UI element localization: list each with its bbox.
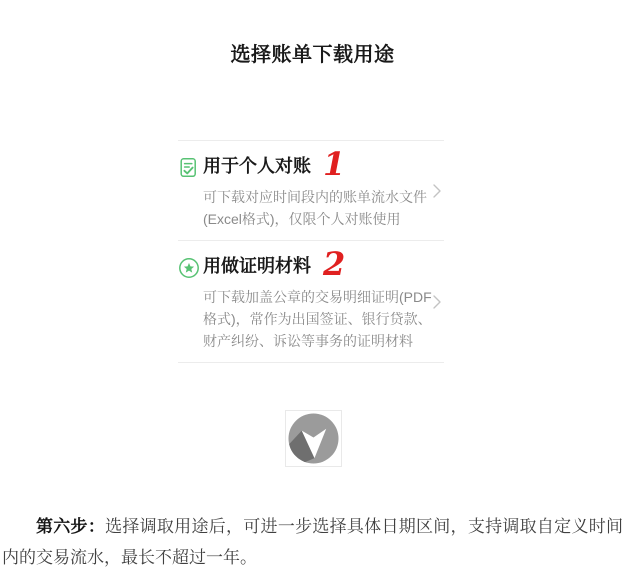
page-title: 选择账单下载用途 [230,44,395,66]
expand-down-button[interactable] [285,410,342,467]
download-purpose-list [178,140,444,363]
star-circle-icon [178,257,200,279]
bill-check-icon [178,157,200,179]
annotation-number-1: 1 [323,145,346,183]
down-arrow-icon [288,413,339,464]
option-title: 用于个人对账 [203,156,311,176]
option-title: 用做证明材料 [203,256,311,276]
chevron-right-icon[interactable] [432,294,442,310]
step-six-label: 第六步： [36,517,106,536]
annotation-number-2: 2 [323,245,346,283]
option-personal-reconciliation[interactable] [178,140,444,241]
step-six-note [0,511,625,573]
chevron-right-icon[interactable] [432,183,442,199]
option-description: 可下载加盖公章的交易明细证明(PDF格式)，常作为出国签证、银行贷款、财产纠纷、诉讼等事务的证明材料 [203,289,432,349]
option-description: 可下载对应时间段内的账单流水文件(Excel格式)，仅限个人对账使用 [203,189,427,227]
option-proof-material[interactable] [178,241,444,363]
step-six-text: 选择调取用途后，可进一步选择具体日期区间，支持调取自定义时间内的交易流水，最长不超过一年。 [2,517,624,567]
